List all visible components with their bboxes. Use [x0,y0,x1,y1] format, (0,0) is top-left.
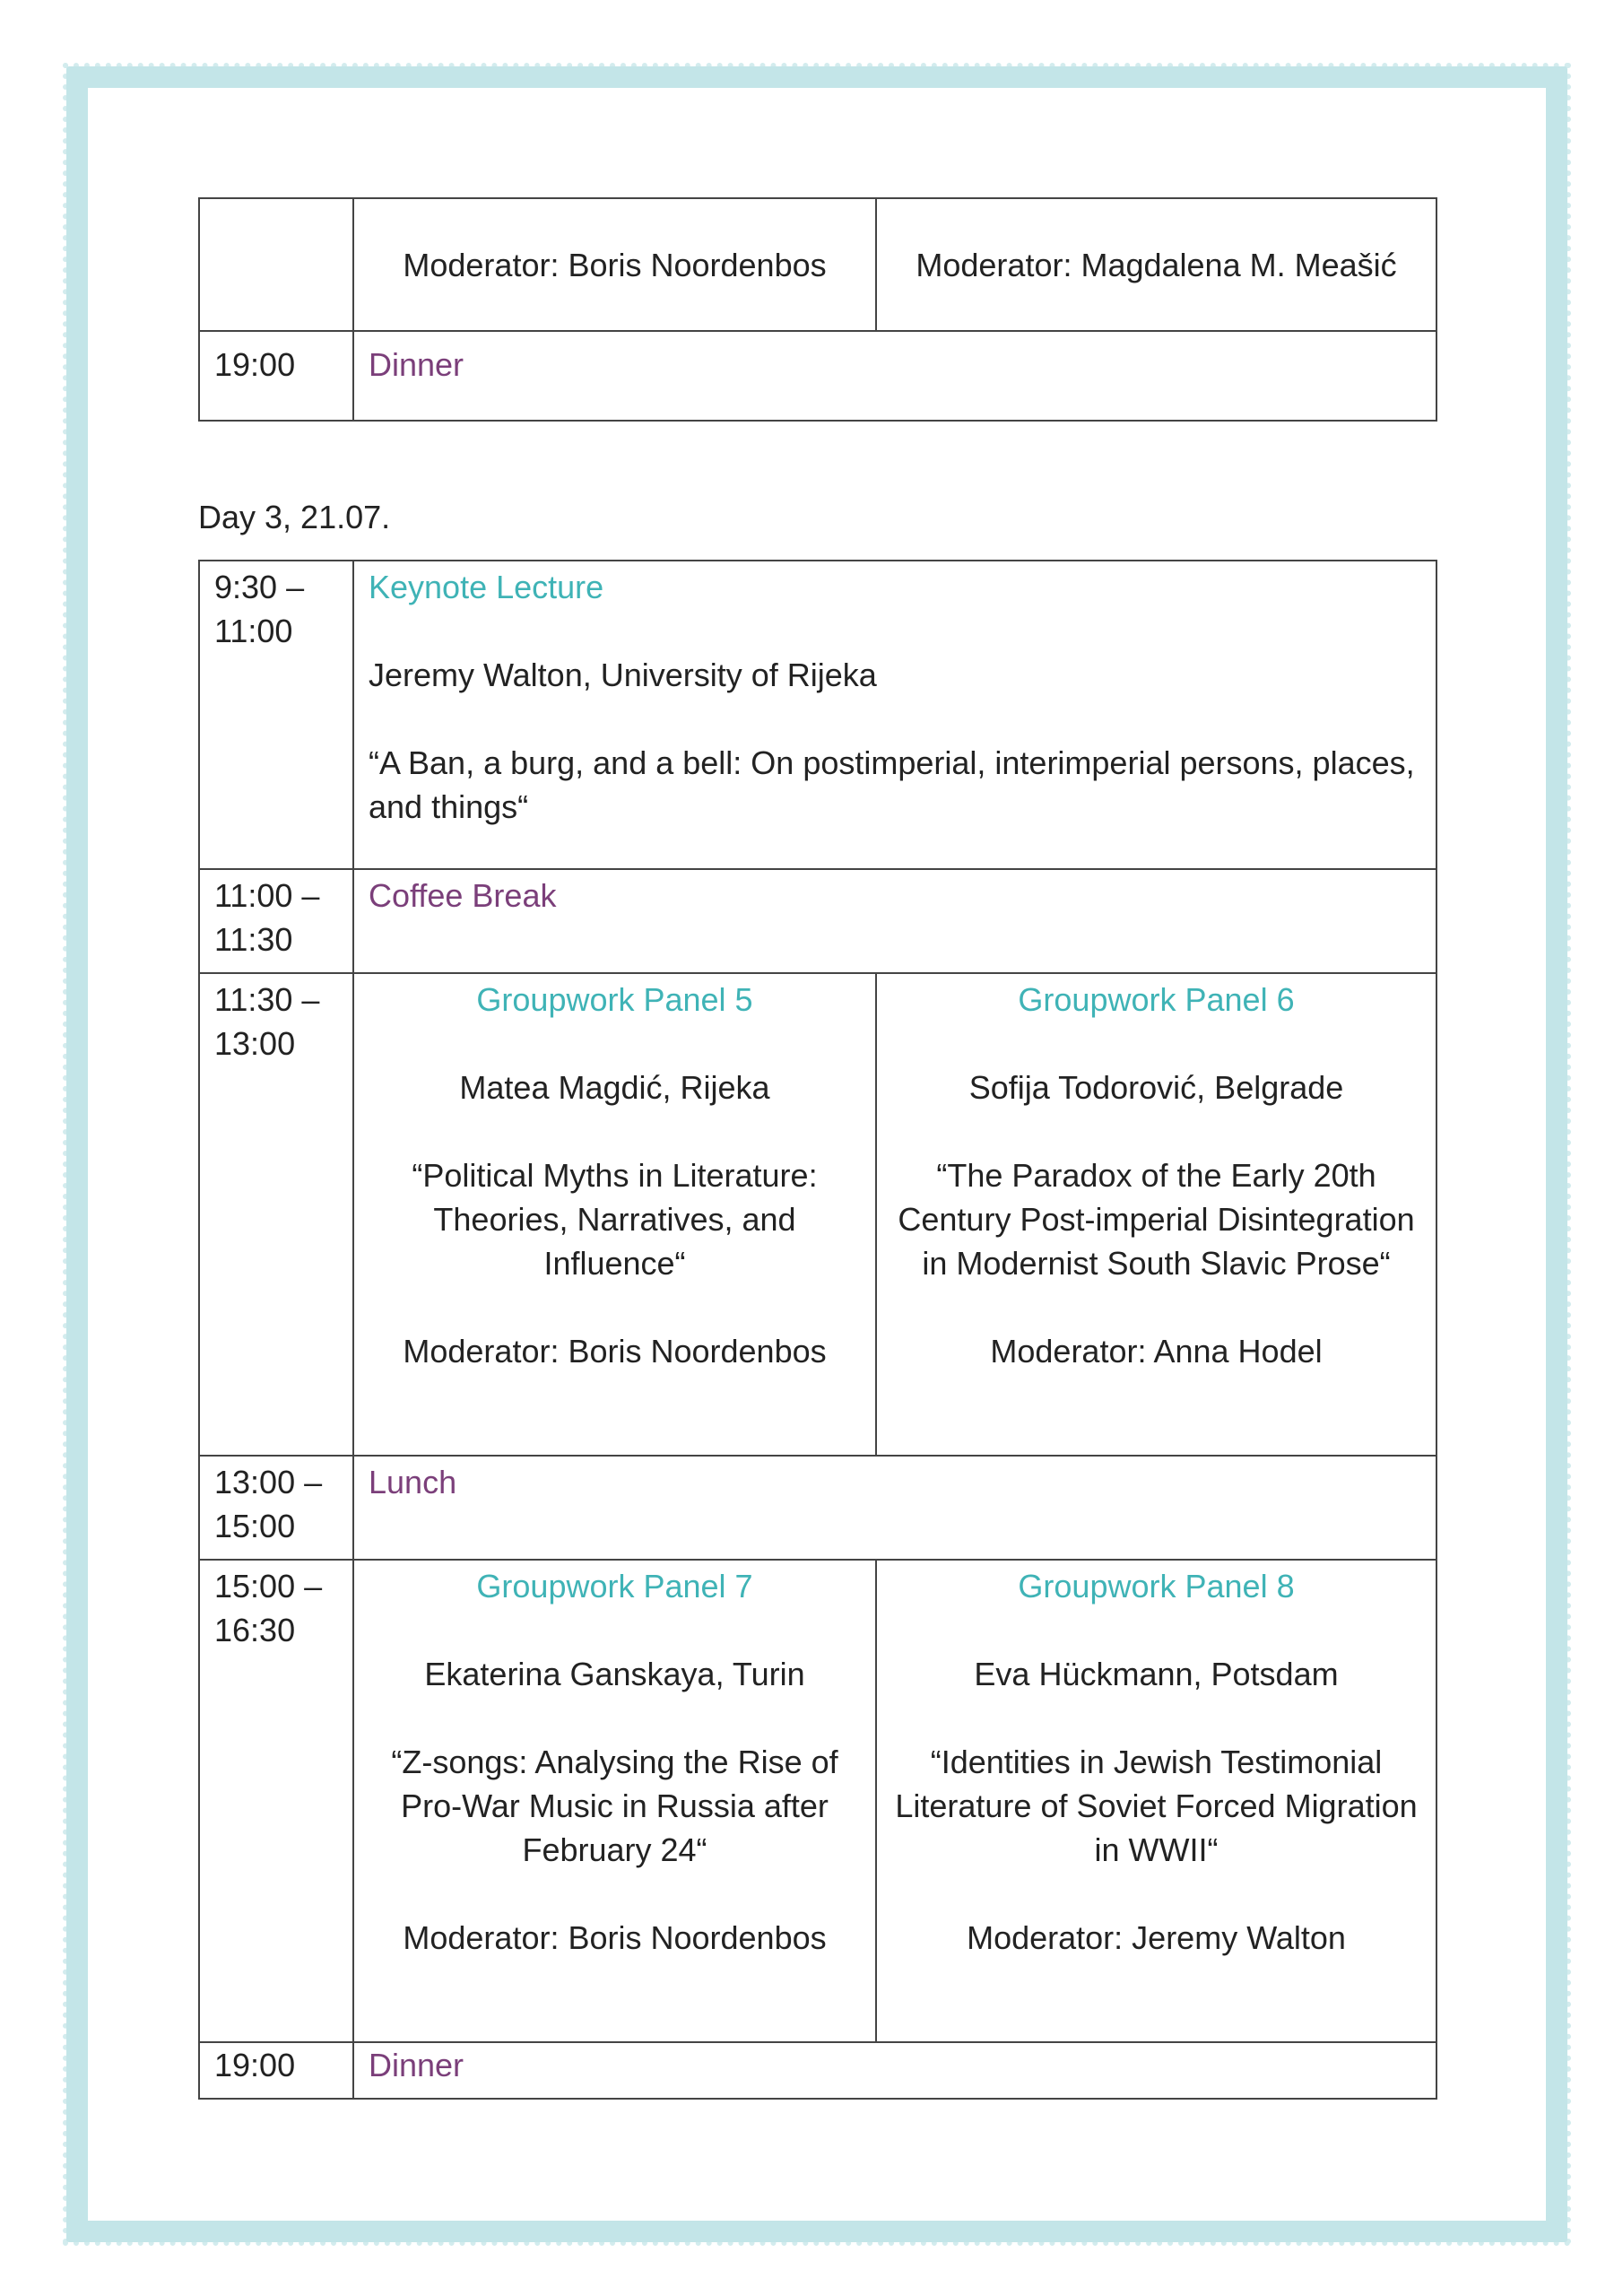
panel-5-cell [353,973,876,1456]
keynote-speaker: Jeremy Walton, University of Rijeka [369,657,877,693]
table-row [199,561,1436,869]
time-start: 9:30 – [214,569,305,605]
table-row [199,331,1436,421]
time-end: 13:00 [214,1025,296,1062]
panel-moderator: Moderator: Jeremy Walton [967,1919,1346,1956]
lunch-label: Lunch [353,1456,1436,1560]
moderator-left: Moderator: Boris Noordenbos [353,198,876,331]
keynote-title: Keynote Lecture [369,569,604,605]
time-end: 16:30 [214,1612,296,1648]
panel-speaker: Eva Hückmann, Potsdam [974,1656,1339,1692]
time-cell [199,561,353,869]
panel-speaker: Ekaterina Ganskaya, Turin [424,1656,805,1692]
panel-7-cell [353,1560,876,2042]
panel-title: Groupwork Panel 6 [1018,981,1295,1018]
time-start: 13:00 – [214,1464,323,1500]
time-cell [199,1560,353,2042]
day3-schedule-table [198,560,1437,2100]
table-row [199,198,1436,331]
time-cell [199,869,353,973]
panel-moderator: Moderator: Anna Hodel [990,1333,1323,1370]
keynote-cell [353,561,1436,869]
panel-speaker: Matea Magdić, Rijeka [459,1069,770,1106]
panel-moderator: Moderator: Boris Noordenbos [403,1919,827,1956]
panel-talk-title: “Z-songs: Analysing the Rise of Pro-War Music in Russia after February 24“ [391,1744,838,1868]
time-cell [199,973,353,1456]
panel-title: Groupwork Panel 8 [1018,1568,1295,1605]
table-row [199,2042,1436,2099]
panel-talk-title: “Political Myths in Literature: Theories, Narratives, and Influence“ [412,1157,818,1282]
table-row [199,1456,1436,1560]
panel-title: Groupwork Panel 7 [476,1568,753,1605]
panel-6-cell [876,973,1436,1456]
panel-moderator: Moderator: Boris Noordenbos [403,1333,827,1370]
time-end: 11:00 [214,613,293,649]
day2-schedule-table-end [198,197,1437,422]
panel-talk-title: “Identities in Jewish Testimonial Literature of Soviet Forced Migration in WWII“ [895,1744,1418,1868]
time-cell: 19:00 [199,2042,353,2099]
time-start: 11:00 – [214,877,320,914]
time-cell: 19:00 [199,331,353,421]
time-end: 15:00 [214,1508,296,1544]
time-start: 11:30 – [214,981,320,1018]
day-heading: Day 3, 21.07. [198,499,391,535]
table-row [199,1560,1436,2042]
time-end: 11:30 [214,921,293,958]
dinner-label: Dinner [353,331,1436,421]
coffee-break-label: Coffee Break [353,869,1436,973]
keynote-talk-title: “A Ban, a burg, and a bell: On postimperial, interimperial persons, places, and things“ [369,744,1415,825]
dinner-label: Dinner [353,2042,1436,2099]
table-row [199,869,1436,973]
panel-talk-title: “The Paradox of the Early 20th Century Post-imperial Disintegration in Modernist South Slavic Prose“ [898,1157,1415,1282]
table-row [199,973,1436,1456]
panel-title: Groupwork Panel 5 [476,981,753,1018]
time-cell [199,1456,353,1560]
panel-8-cell [876,1560,1436,2042]
time-cell [199,198,353,331]
moderator-right: Moderator: Magdalena M. Meašić [876,198,1436,331]
panel-speaker: Sofija Todorović, Belgrade [968,1069,1344,1106]
time-start: 15:00 – [214,1568,323,1605]
